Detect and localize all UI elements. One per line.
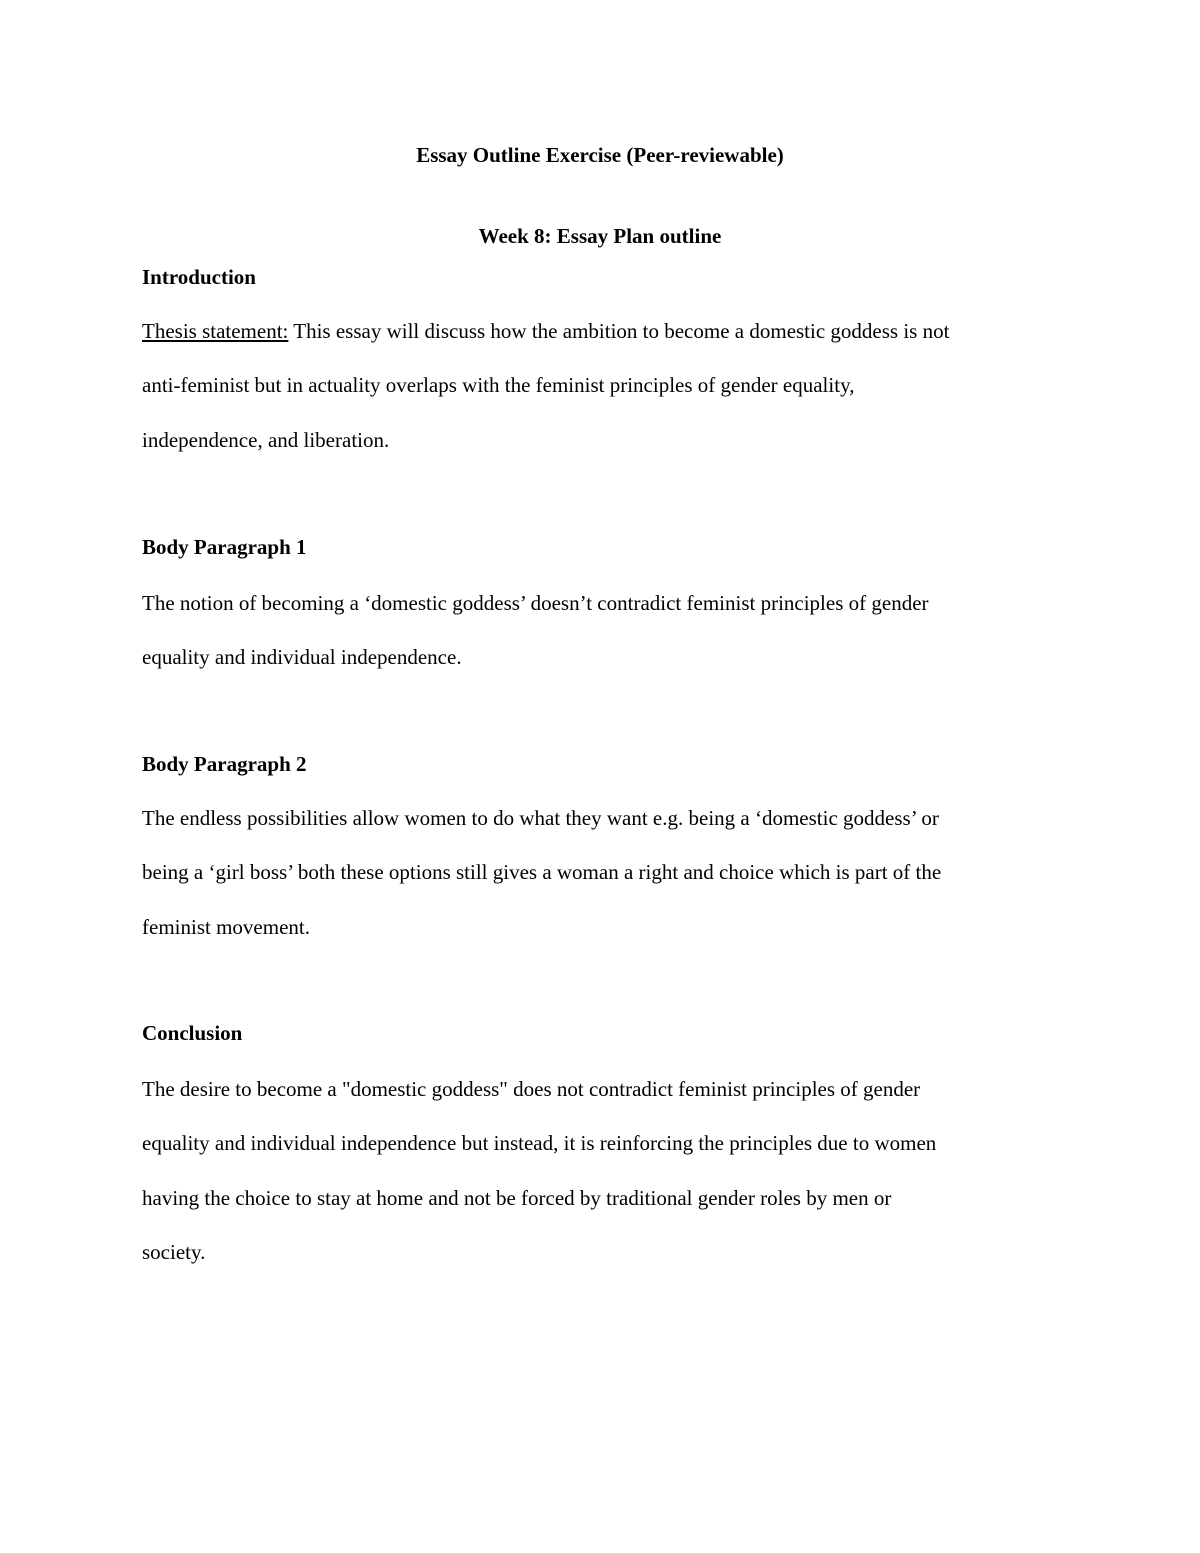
introduction-paragraph [142, 304, 1072, 467]
body1-line: The notion of becoming a ‘domestic goddess’ doesn’t contradict feminist principles of gender [142, 591, 929, 615]
introduction-line-text: This essay will discuss how the ambition to become a domestic goddess is not [288, 319, 950, 343]
conclusion-line: equality and individual independence but instead, it is reinforcing the principles due to women [142, 1131, 937, 1156]
heading-conclusion: Conclusion [142, 1021, 243, 1045]
conclusion-paragraph [142, 1062, 1072, 1279]
body2-line: feminist movement. [142, 914, 310, 939]
introduction-line: anti-feminist but in actuality overlaps with the feminist principles of gender equality, [142, 373, 855, 398]
document-title: Essay Outline Exercise (Peer-reviewable) [416, 143, 784, 167]
introduction-line [142, 304, 1072, 358]
body-paragraph-2 [142, 791, 1072, 954]
body2-line: The endless possibilities allow women to do what they want e.g. being a ‘domestic goddess’ or [142, 806, 939, 830]
thesis-label: Thesis statement: [142, 319, 289, 343]
heading-body-paragraph-2: Body Paragraph 2 [142, 752, 307, 776]
introduction-line: independence, and liberation. [142, 427, 390, 452]
body1-line: equality and individual independence. [142, 645, 462, 670]
body-paragraph-1 [142, 576, 1072, 685]
heading-introduction: Introduction [142, 265, 256, 289]
body2-line: being a ‘girl boss’ both these options still gives a woman a right and choice which is part of the [142, 860, 942, 885]
conclusion-line: having the choice to stay at home and not be forced by traditional gender roles by men or [142, 1185, 892, 1210]
document-subtitle: Week 8: Essay Plan outline [478, 224, 722, 248]
conclusion-line: The desire to become a "domestic goddess" does not contradict feminist principles of gender [142, 1077, 921, 1101]
conclusion-line: society. [142, 1239, 206, 1264]
heading-body-paragraph-1: Body Paragraph 1 [142, 535, 307, 559]
